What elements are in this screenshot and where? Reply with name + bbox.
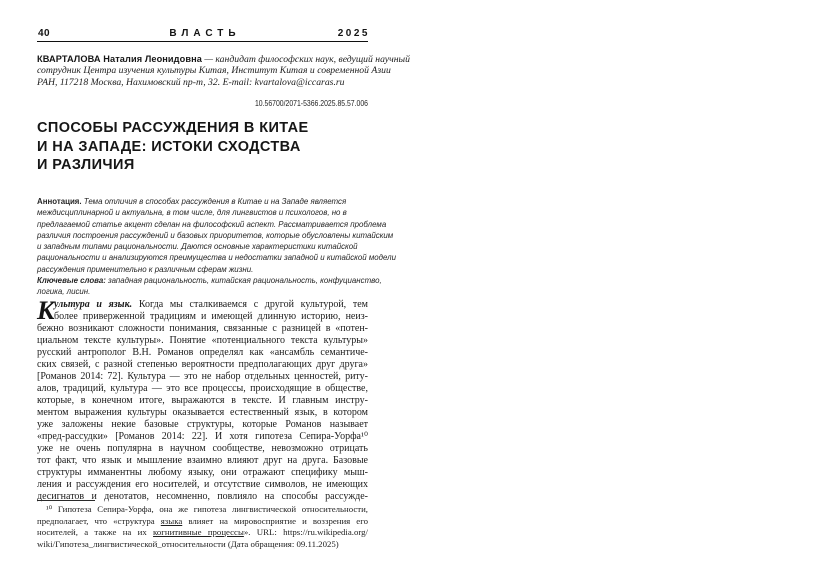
abstract-label: Аннотация. [37, 197, 82, 206]
text-line: уже не очень популярна в научном сообществе, невозможно отрицать [37, 443, 368, 454]
body-first-line-text: Когда мы сталкиваемся с другой культурой, тем [132, 299, 368, 310]
author-affiliation-lines [37, 65, 391, 88]
text-line: алов, традиций, культура — это все процессы, происходящие в обществе, [37, 383, 368, 394]
abstract [37, 196, 396, 298]
text-line: рассуждения применительно к различным сферам жизни. [37, 264, 254, 274]
text-line: ментом выражения культуры оказывается естественный язык, в котором [37, 407, 368, 418]
author-block [37, 54, 410, 88]
text-line: wiki/Гипотеза_лингвистической_относительности (Дата обращения: 09.11.2025) [37, 538, 339, 549]
footnote [37, 504, 368, 550]
body-first-line [37, 299, 368, 311]
abstract-first-line [37, 196, 368, 207]
abstract-lines [37, 207, 396, 275]
text-line: ления и рассуждения его носителей, и отсутствие символов, не имеющих [37, 479, 368, 490]
keywords-text: западная рациональность, китайская рациональность, конфуцианство, [105, 276, 382, 286]
section-lead-in: ультура и язык. [54, 299, 133, 310]
text-line: междисциплинарной и актуальна, в том числе, для лингвистов и психологов, но в [37, 208, 347, 218]
article-title [37, 119, 368, 175]
text-line: десигнатов и денотатов, несомненно, повлияло на способы рассужде- [37, 491, 368, 502]
text-line: «пред-рассудки» [Романов 2014: 22]. И хотя гипотеза Сепира-Уорфа¹⁰ [37, 431, 368, 442]
body-lines [37, 323, 368, 503]
text-line: бежно возникают сложности понимания, связанные с разницей в «потен- [37, 323, 368, 334]
text-line: предлагаемой статье акцент сделан на философский аспект. Рассматривается проблема [37, 219, 387, 229]
text-line: ¹⁰ Гипотеза Сепира-Уорфа, она же гипотеза лингвистической относительности, [46, 504, 368, 514]
text-line: РАН, 117218 Москва, Нахимовский пр-т, 32. E-mail: kvartalova@iccaras.ru [37, 76, 345, 88]
author-name: КВАРТАЛОВА Наталия Леонидовна [37, 54, 202, 64]
footnote-rule [37, 500, 95, 501]
text-line: более приверженной традициям и имеющей длинную историю, неиз- [54, 311, 368, 322]
text-line: уже заложены некие базовые структуры, которые Романов называет [37, 419, 368, 430]
text-line: русский антрополог В.Н. Романов определял как «ансамбль семантиче- [37, 347, 368, 358]
doi: 10.56700/2071-5366.2025.85.57.006 [254, 98, 368, 108]
text-line: которые, в конечном итоге, выражаются в тексте. И главным инстру- [37, 395, 368, 406]
text-line: И НА ЗАПАДЕ: ИСТОКИ СХОДСТВА [37, 138, 301, 155]
text-line: И РАЗЛИЧИЯ [37, 157, 135, 173]
keywords-first-line [37, 275, 382, 286]
running-head [37, 28, 368, 41]
drop-cap: К [37, 296, 55, 325]
abstract-text: Тема отличия в способах рассуждения в Китае и на Западе является [81, 197, 347, 206]
text-line: сотрудник Центра изучения культуры Китая, Институт Китая и современной Азии [37, 65, 391, 77]
text-line: ских связей, с разной степенью вероятности предполагающих друг друга» [37, 359, 368, 370]
text-line: циальном тексте культуры». Понятие «потенциального текста культуры» [37, 335, 368, 346]
author-credentials: — кандидат философских наук, ведущий научный [201, 54, 410, 65]
text-line: [Романов 2014: 72]. Культура — это не набор отдельных ценностей, риту- [37, 371, 368, 382]
header-rule [37, 41, 368, 42]
keywords-second-line: логика, лисин. [37, 287, 91, 297]
page-number: 40 [38, 28, 51, 39]
text-line: носителей, а также на их когнитивные процессы». URL: https://ru.wikipedia.org/ [37, 527, 368, 538]
text-line: СПОСОБЫ РАССУЖДЕНИЯ В КИТАЕ [37, 120, 309, 136]
journal-title: ВЛАСТЬ [169, 28, 241, 39]
issue-year: 2025 [337, 28, 370, 39]
text-line: тот факт, что язык и мышление взаимно влияют друг на друга. Базовые [37, 455, 368, 466]
text-line: предполагает, что «структура языка влияет на мировосприятие и воззрения его [37, 515, 368, 526]
text-line: рациональности и анализируются преимущества и недостатки западной и китайской модели [37, 253, 396, 263]
text-line: различия построения рассуждений и базовых приоритетов, которые обусловлены китайским [37, 230, 394, 240]
author-line [37, 54, 410, 65]
article-body [37, 296, 368, 503]
text-line: структуры имманентны любому языку, они отражают специфику мыш- [37, 467, 368, 478]
text-line: и западным типами рациональности. Даются основные характеристики китайской [37, 242, 358, 252]
keywords-label: Ключевые слова: [37, 276, 106, 286]
